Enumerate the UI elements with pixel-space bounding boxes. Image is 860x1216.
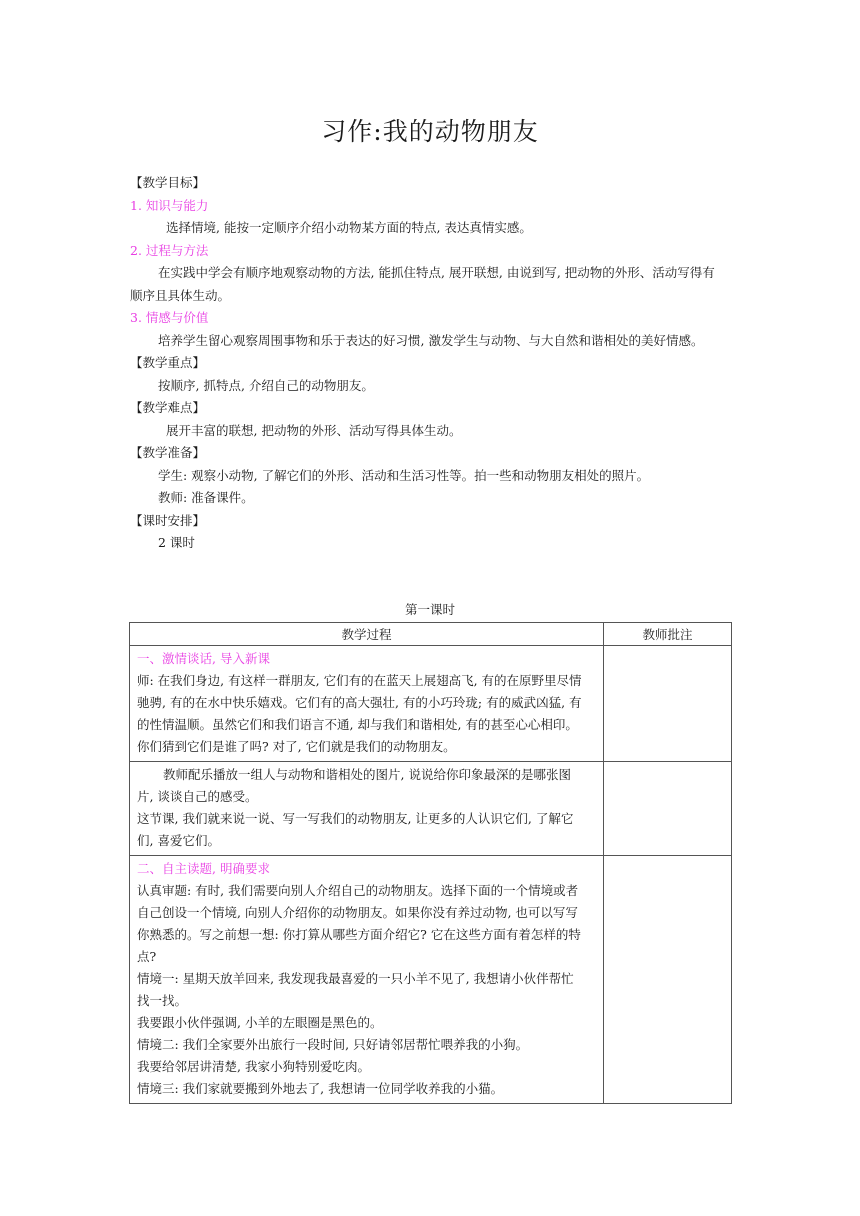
row3-heading: 二、自主读题, 明确要求 (137, 861, 270, 876)
row3-line: 情境一: 星期天放羊回来, 我发现我最喜爱的一只小羊不见了, 我想请小伙伴帮忙 (137, 971, 574, 986)
process-cell (130, 646, 604, 762)
row2-line: 这节课, 我们就来说一说、写一写我们的动物朋友, 让更多的人认识它们, 了解它 (137, 811, 574, 826)
table-caption: 第一课时 (404, 602, 455, 617)
emotion-text: 培养学生留心观察周围事物和乐于表达的好习惯, 激发学生与动物、与大自然和谐相处的美好情感。 (158, 332, 704, 348)
row3-line: 情境二: 我们全家要外出旅行一段时间, 只好请邻居帮忙喂养我的小狗。 (137, 1037, 529, 1052)
process-heading: 2. 过程与方法 (130, 242, 209, 258)
table-row (130, 646, 732, 762)
prep-teacher-text: 教师: 准备课件。 (158, 490, 254, 505)
schedule-text: 2 课时 (158, 535, 195, 550)
difficulty-heading: 【教学难点】 (130, 400, 206, 415)
row3-line: 情境三: 我们家就要搬到外地去了, 我想请一位同学收养我的小猫。 (137, 1081, 504, 1096)
keypoint-heading: 【教学重点】 (130, 355, 206, 370)
lesson-plan-body (130, 172, 730, 555)
notes-cell (604, 762, 732, 856)
prep-heading: 【教学准备】 (130, 445, 206, 460)
notes-cell (604, 646, 732, 762)
row3-line: 自己创设一个情境, 向别人介绍你的动物朋友。如果你没有养过动物, 也可以写写 (137, 905, 578, 920)
row3-line: 点? (137, 949, 157, 964)
column-header-process: 教学过程 (130, 623, 604, 646)
row3-line: 你熟悉的。写之前想一想: 你打算从哪些方面介绍它? 它在这些方面有着怎样的特 (137, 927, 581, 942)
row2-line: 们, 喜爱它们。 (137, 833, 220, 848)
lesson-table (129, 622, 732, 1104)
row3-line: 认真审题: 有时, 我们需要向别人介绍自己的动物朋友。选择下面的一个情境或者 (137, 883, 579, 898)
knowledge-heading: 1. 知识与能力 (130, 197, 209, 213)
table-row (130, 762, 732, 856)
difficulty-text: 展开丰富的联想, 把动物的外形、活动写得具体生动。 (166, 422, 462, 438)
schedule-heading: 【课时安排】 (130, 512, 206, 528)
process-text-line-1: 在实践中学会有顺序地观察动物的方法, 能抓住特点, 展开联想, 由说到写, 把动物的外形、活动写得有 (158, 265, 715, 280)
process-text-line-2: 顺序且具体生动。 (130, 287, 231, 303)
row2-line: 片, 谈谈自己的感受。 (137, 789, 258, 804)
notes-cell (604, 856, 732, 1104)
row3-line: 我要给邻居讲清楚, 我家小狗特别爱吃肉。 (137, 1059, 370, 1074)
row2-line: 教师配乐播放一组人与动物和谐相处的图片, 说说给你印象最深的是哪张图 (163, 767, 571, 782)
row1-line: 驰骋, 有的在水中快乐嬉戏。它们有的高大强壮, 有的小巧玲珑; 有的威武凶猛, 有 (137, 695, 582, 710)
prep-student-text: 学生: 观察小动物, 了解它们的外形、活动和生活习性等。拍一些和动物朋友相处的照片。 (158, 467, 650, 483)
row1-line: 的性情温顺。虽然它们和我们语言不通, 却与我们和谐相处, 有的甚至心心相印。 (137, 717, 578, 732)
knowledge-text: 选择情境, 能按一定顺序介绍小动物某方面的特点, 表达真情实感。 (166, 220, 532, 235)
row1-line: 你们猜到它们是谁了吗? 对了, 它们就是我们的动物朋友。 (137, 739, 456, 754)
column-header-notes: 教师批注 (604, 623, 732, 646)
row1-line: 师: 在我们身边, 有这样一群朋友, 它们有的在蓝天上展翅高飞, 有的在原野里尽情 (137, 673, 582, 688)
emotion-heading: 3. 情感与价值 (130, 310, 209, 325)
objectives-heading: 【教学目标】 (130, 175, 206, 190)
table-header-row (130, 623, 732, 646)
table-row (130, 856, 732, 1104)
keypoint-text: 按顺序, 抓特点, 介绍自己的动物朋友。 (158, 377, 374, 393)
process-cell (130, 762, 604, 856)
row3-line: 找一找。 (137, 993, 188, 1008)
row3-line: 我要跟小伙伴强调, 小羊的左眼圈是黑色的。 (137, 1015, 383, 1030)
page-title: 习作:我的动物朋友 (321, 117, 539, 146)
row1-heading: 一、激情谈话, 导入新课 (137, 651, 270, 666)
process-cell (130, 856, 604, 1104)
